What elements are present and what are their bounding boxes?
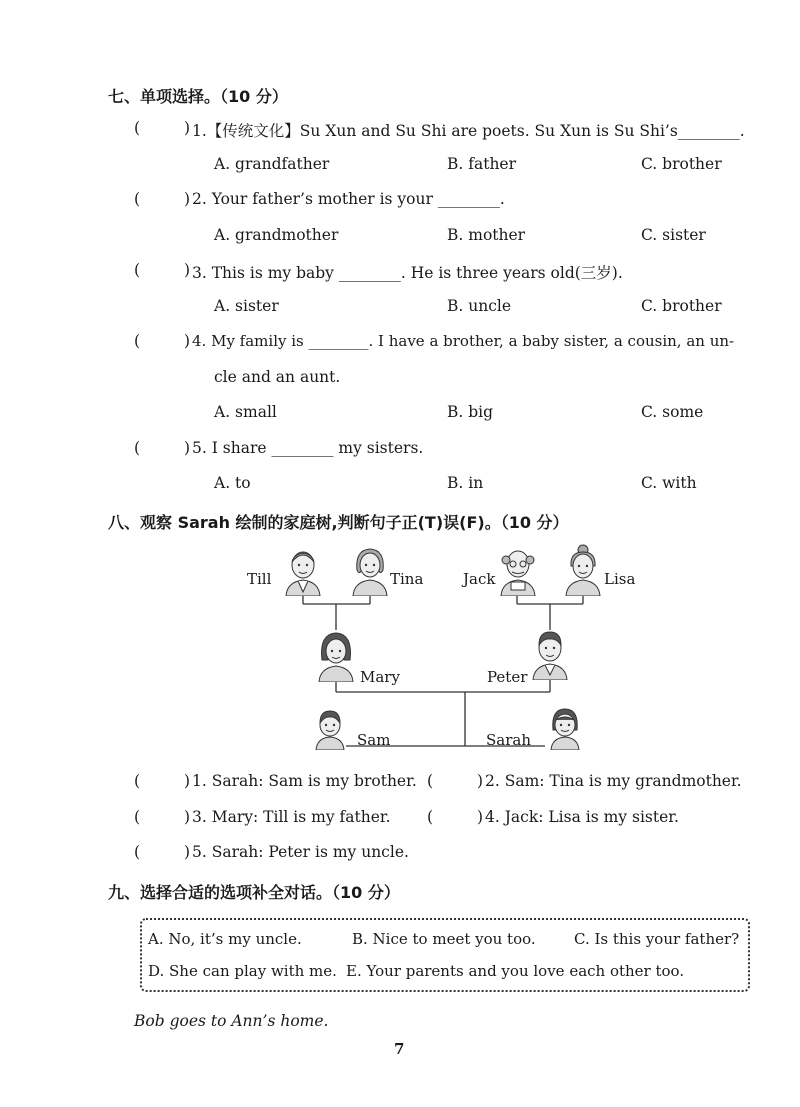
question-1-option-b: B. father bbox=[447, 155, 517, 173]
tf-paren-open: ( bbox=[134, 843, 141, 861]
tree-name-tina: Tina bbox=[390, 570, 424, 588]
choice-a: A. No, it’s my uncle. bbox=[148, 930, 302, 948]
choice-d: D. She can play with me. bbox=[148, 962, 337, 980]
section-7-title: 七、单项选择。（10 分） bbox=[108, 87, 288, 106]
tree-name-jack: Jack bbox=[463, 570, 496, 588]
question-1-text: 1.【传统文化】Su Xun and Su Shi are poets. Su Xun is Su Shi’s________. bbox=[192, 122, 745, 140]
tree-name-mary: Mary bbox=[360, 668, 400, 686]
mary-portrait bbox=[316, 630, 356, 682]
tf-statement-4: 4. Jack: Lisa is my sister. bbox=[485, 808, 679, 826]
question-3-text: 3. This is my baby ________. He is three years old(三岁). bbox=[192, 264, 623, 282]
tf-paren-close: ) bbox=[184, 808, 191, 826]
question-4-option-c: C. some bbox=[641, 403, 704, 421]
jack-portrait bbox=[497, 546, 539, 596]
answer-paren-close: ) bbox=[184, 332, 191, 350]
question-2-text: 2. Your father’s mother is your ________. bbox=[192, 190, 505, 208]
answer-paren-open: ( bbox=[134, 332, 141, 350]
answer-paren-close: ) bbox=[184, 439, 191, 457]
answer-paren-close: ) bbox=[184, 119, 191, 137]
choice-b: B. Nice to meet you too. bbox=[352, 930, 536, 948]
dialogue-intro: Bob goes to Ann’s home. bbox=[134, 1012, 329, 1030]
question-1-option-c: C. brother bbox=[641, 155, 722, 173]
question-5-option-a: A. to bbox=[214, 474, 251, 492]
tf-statement-5: 5. Sarah: Peter is my uncle. bbox=[192, 843, 409, 861]
sarah-portrait bbox=[548, 706, 582, 750]
choice-c: C. Is this your father? bbox=[574, 930, 740, 948]
question-4-text: 4. My family is ________. I have a brother, a baby sister, a cousin, an un- bbox=[192, 332, 735, 350]
sam-portrait bbox=[313, 708, 347, 750]
tree-name-sarah: Sarah bbox=[486, 731, 531, 749]
question-2-option-b: B. mother bbox=[447, 226, 526, 244]
question-3-option-c: C. brother bbox=[641, 297, 722, 315]
tree-name-peter: Peter bbox=[487, 668, 528, 686]
question-4-text-continued: cle and an aunt. bbox=[214, 368, 341, 386]
tina-portrait bbox=[350, 546, 390, 596]
tf-paren-close: ) bbox=[184, 772, 191, 790]
question-3-option-a: A. sister bbox=[214, 297, 279, 315]
question-5-option-c: C. with bbox=[641, 474, 697, 492]
question-4-option-a: A. small bbox=[214, 403, 277, 421]
tf-paren-open: ( bbox=[427, 808, 434, 826]
lisa-portrait bbox=[563, 544, 603, 596]
choice-box bbox=[140, 918, 750, 992]
tf-paren-open: ( bbox=[427, 772, 434, 790]
tree-name-lisa: Lisa bbox=[604, 570, 636, 588]
tree-name-till: Till bbox=[247, 570, 272, 588]
tf-paren-close: ) bbox=[477, 772, 484, 790]
tf-statement-1: 1. Sarah: Sam is my brother. bbox=[192, 772, 417, 790]
question-1-option-a: A. grandfather bbox=[214, 155, 330, 173]
answer-paren-close: ) bbox=[184, 190, 191, 208]
tree-name-sam: Sam bbox=[357, 731, 391, 749]
choice-e: E. Your parents and you love each other too. bbox=[346, 962, 685, 980]
till-portrait bbox=[283, 548, 323, 596]
question-4-option-b: B. big bbox=[447, 403, 494, 421]
answer-paren-open: ( bbox=[134, 190, 141, 208]
question-2-option-a: A. grandmother bbox=[214, 226, 339, 244]
tf-paren-open: ( bbox=[134, 772, 141, 790]
tf-paren-close: ) bbox=[184, 843, 191, 861]
answer-paren-open: ( bbox=[134, 119, 141, 137]
page-number: 7 bbox=[394, 1040, 405, 1058]
peter-portrait bbox=[530, 628, 570, 680]
question-5-option-b: B. in bbox=[447, 474, 484, 492]
question-3-option-b: B. uncle bbox=[447, 297, 512, 315]
section-9-title: 九、选择合适的选项补全对话。（10 分） bbox=[108, 883, 400, 902]
answer-paren-open: ( bbox=[134, 261, 141, 279]
answer-paren-open: ( bbox=[134, 439, 141, 457]
tf-statement-3: 3. Mary: Till is my father. bbox=[192, 808, 391, 826]
answer-paren-close: ) bbox=[184, 261, 191, 279]
question-2-option-c: C. sister bbox=[641, 226, 706, 244]
question-5-text: 5. I share ________ my sisters. bbox=[192, 439, 424, 457]
section-8-title: 八、观察 Sarah 绘制的家庭树,判断句子正(T)误(F)。（10 分） bbox=[108, 513, 569, 532]
tf-statement-2: 2. Sam: Tina is my grandmother. bbox=[485, 772, 742, 790]
tf-paren-open: ( bbox=[134, 808, 141, 826]
tf-paren-close: ) bbox=[477, 808, 484, 826]
